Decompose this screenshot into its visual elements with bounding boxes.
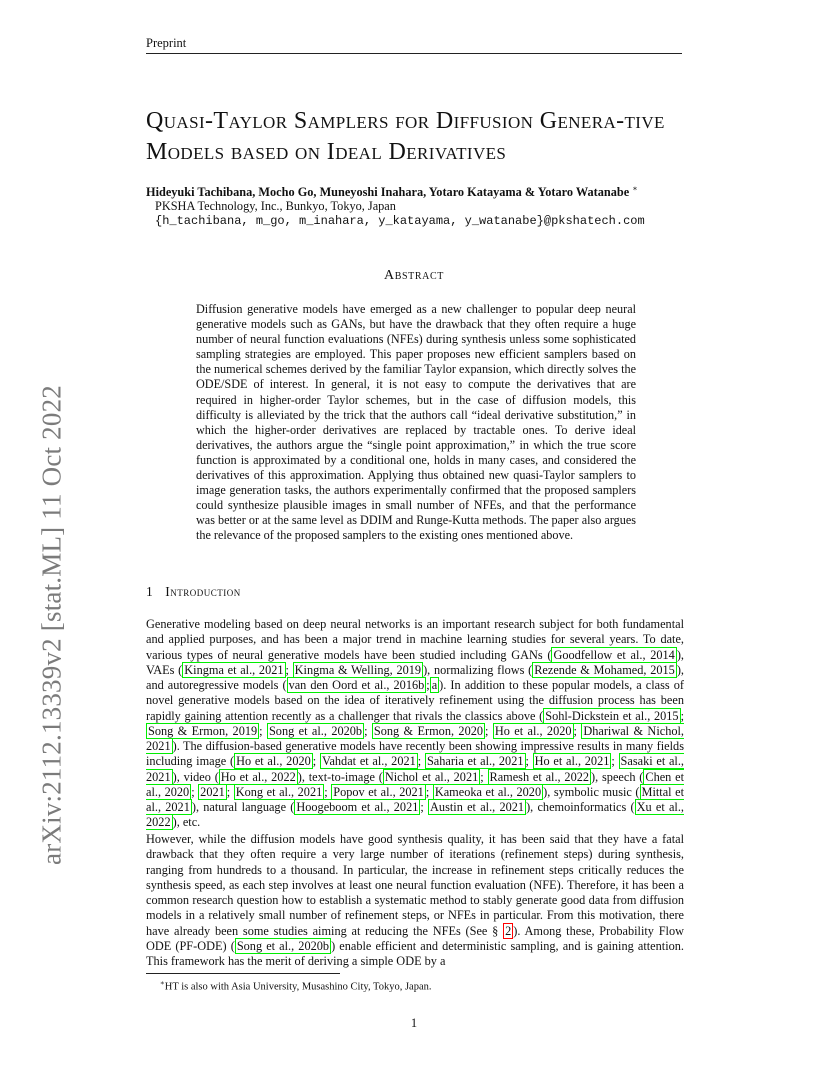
citation-link[interactable]: Sohl-Dickstein et al., 2015 bbox=[545, 708, 679, 723]
text-run: ). Among these, Probability Flow ODE (PF-ODE) ( bbox=[146, 923, 684, 953]
text-run: ; bbox=[611, 754, 619, 769]
citation-link[interactable]: Popov et al., 2021 bbox=[333, 784, 424, 799]
text-run: ), and autoregressive models ( bbox=[146, 662, 684, 692]
intro-paragraph-1 bbox=[146, 617, 684, 831]
citation-link[interactable]: Kameoka et al., 2020 bbox=[434, 784, 542, 799]
citation-link[interactable]: Vahdat et al., 2021 bbox=[321, 754, 416, 769]
text-run: ), speech ( bbox=[591, 769, 644, 784]
citation-link[interactable]: Rezende & Mohamed, 2015 bbox=[534, 662, 675, 677]
author-names: Hideyuki Tachibana, Mocho Go, Muneyoshi Inahara, Yotaro Katayama & Yotaro Watanabe bbox=[146, 185, 630, 200]
citation-link[interactable]: Ho et al., 2020 bbox=[236, 754, 311, 769]
citation-link[interactable]: van den Oord et al., 2016b bbox=[288, 678, 425, 692]
text-run: ; bbox=[226, 784, 234, 799]
citation-link[interactable]: Kingma et al., 2021 bbox=[184, 662, 284, 677]
citation-link[interactable]: Dhariwal & Nichol, 2021 bbox=[146, 723, 684, 753]
citation-link[interactable]: Chen et al., 2020 bbox=[146, 769, 685, 799]
author-footnote-mark: ∗ bbox=[632, 184, 638, 193]
text-run: ; bbox=[191, 784, 199, 799]
text-run: ; bbox=[425, 784, 433, 799]
text-run: Generative modeling based on deep neural networks is an important research subject for both fundamental and applied purposes, and has been a major trend in machine learning studies for several years. To date, various types of neural generative models have been studied including GANs ( bbox=[146, 617, 684, 662]
text-run: ; bbox=[285, 662, 293, 677]
running-header: Preprint bbox=[146, 36, 187, 50]
text-run: ; bbox=[426, 678, 430, 692]
text-run: ). The diffusion-based generative models have recently been showing impressive results in many fields including image ( bbox=[146, 739, 684, 769]
citation-link[interactable]: Song & Ermon, 2020 bbox=[373, 723, 484, 738]
section-reference-link[interactable]: 2 bbox=[505, 923, 512, 938]
text-run: ; bbox=[480, 769, 488, 784]
citation-link[interactable]: 2021 bbox=[200, 784, 225, 799]
text-run: ), symbolic music ( bbox=[543, 784, 640, 799]
text-run: ), VAEs ( bbox=[146, 647, 684, 677]
text-run: ; bbox=[525, 754, 533, 769]
text-run: ), normalizing flows ( bbox=[423, 662, 533, 677]
text-run: ) enable efficient and deterministic sampling, and is gaining attention. This framework has the merit of deriving a simple ODE by a bbox=[146, 938, 684, 968]
abstract-heading: Abstract bbox=[384, 268, 444, 283]
text-run: However, while the diffusion models have good synthesis quality, it has been said that they have a fatal drawback that they often require a very large number of iterations (refinement steps) during synthesis, ranging from hundreds to a thousand. In particular, the increase in refinement steps critically reduces the synthesis speed, as each step involves at least one neural function evaluation (NFE). Therefore, it has been a common research question how to establish a systematic method to stably generate good data from diffusion models in a relatively small number of refinement steps, or NFEs in particular. From this motivation, there have already been some studies aiming at reducing the NFEs (See § bbox=[146, 832, 684, 938]
text-run: ). In addition to these popular models, a class of novel generative models based on the idea of iteratively refinement using the diffusion process has been rapidly gaining attention recently as a challenger that rivals the classics above ( bbox=[146, 678, 684, 723]
author-emails: {h_tachibana, m_go, m_inahara, y_katayama, y_watanabe}@pkshatech.com bbox=[155, 214, 645, 228]
section-number: 1 bbox=[146, 584, 154, 599]
text-run: ; bbox=[259, 723, 267, 738]
text-run: ; bbox=[573, 723, 582, 738]
citation-link[interactable]: Hoogeboom et al., 2021 bbox=[296, 800, 419, 814]
citation-link[interactable]: Sasaki et al., 2021 bbox=[146, 754, 684, 784]
footnote-mark: ∗ bbox=[160, 979, 165, 987]
footnote-rule bbox=[146, 973, 340, 974]
citation-link[interactable]: Austin et al., 2021 bbox=[430, 800, 525, 814]
text-run: ), video ( bbox=[172, 769, 219, 784]
text-run: ; bbox=[312, 754, 320, 769]
citation-link[interactable]: Ramesh et al., 2022 bbox=[489, 769, 590, 784]
section-heading-introduction bbox=[146, 584, 241, 600]
footnote bbox=[160, 979, 432, 993]
text-run: ), natural language ( bbox=[191, 800, 295, 814]
citation-link[interactable]: Saharia et al., 2021 bbox=[426, 754, 524, 769]
citation-link[interactable]: Nichol et al., 2021 bbox=[384, 769, 479, 784]
text-run: ; bbox=[680, 708, 684, 723]
citation-link[interactable]: a bbox=[431, 678, 438, 692]
footnote-text: HT is also with Asia University, Musashino City, Tokyo, Japan. bbox=[164, 981, 432, 993]
citation-link[interactable]: Mittal et al., 2021 bbox=[146, 784, 685, 814]
text-run: ; bbox=[324, 784, 332, 799]
abstract-body: Diffusion generative models have emerged as a new challenger to popular deep neural generative models such as GANs, but have the drawback that they often require a huge number of neural function evaluations (NFEs) during synthesis unless some sophisticated sampling strategies are employed. This paper proposes new efficient samplers based on the numerical schemes derived by the familiar Taylor expansion, which directly solves the ODE/SDE of interest. In general, it is not easy to compute the derivatives that are required in higher-order Taylor schemes, but in the case of diffusion models, this difficulty is alleviated by the trick that the authors call “ideal derivative substitution,” in which the higher-order derivatives are replaced by tractable ones. To derive ideal derivatives, the authors argue the “single point approximation,” in which the true score function is approximated by a conditional one, holds in many cases, and considered the derivatives of this approximation. Applying thus obtained new quasi-Taylor samplers to image generation tasks, the authors experimentally confirmed that the proposed samplers could synthesize plausible images in small number of NFEs, and that the performance was better or at the same level as DDIM and Runge-Kutta methods. The paper also argues the relevance of the proposed samplers to the existing ones mentioned above. bbox=[196, 302, 636, 543]
text-run: ; bbox=[420, 800, 429, 814]
text-run: ), text-to-image ( bbox=[297, 769, 383, 784]
author-list bbox=[146, 184, 706, 200]
citation-link[interactable]: Ho et al., 2021 bbox=[534, 754, 610, 769]
text-run: ; bbox=[417, 754, 425, 769]
citation-link[interactable]: Ho et al., 2020 bbox=[494, 723, 572, 738]
text-run: ), chemoinformatics ( bbox=[526, 800, 635, 814]
citation-link[interactable]: Goodfellow et al., 2014 bbox=[553, 647, 675, 662]
text-run: ), etc. bbox=[172, 815, 201, 830]
citation-link[interactable]: Kingma & Welling, 2019 bbox=[294, 662, 422, 677]
section-title: Introduction bbox=[165, 584, 241, 599]
citation-link[interactable]: Ho et al., 2022 bbox=[220, 769, 296, 784]
citation-link[interactable]: Xu et al., 2022 bbox=[146, 800, 684, 830]
text-run: ; bbox=[485, 723, 493, 738]
citation-link[interactable]: Song & Ermon, 2019 bbox=[148, 723, 258, 738]
affiliation: PKSHA Technology, Inc., Bunkyo, Tokyo, Japan bbox=[155, 199, 396, 213]
citation-link[interactable]: Song et al., 2020b bbox=[236, 938, 330, 953]
page-number: 1 bbox=[410, 1016, 418, 1030]
citation-link[interactable]: Song et al., 2020b bbox=[268, 723, 363, 738]
intro-paragraph-2 bbox=[146, 832, 684, 969]
arxiv-identifier-stamp: arXiv:2112.13339v2 [stat.ML] 11 Oct 2022 bbox=[36, 385, 67, 865]
text-run: ; bbox=[364, 723, 372, 738]
paper-title: Quasi-Taylor Samplers for Diffusion Genera-tive Models based on Ideal Derivatives bbox=[146, 108, 665, 165]
header-rule bbox=[146, 53, 682, 54]
citation-link[interactable]: Kong et al., 2021 bbox=[235, 784, 323, 799]
